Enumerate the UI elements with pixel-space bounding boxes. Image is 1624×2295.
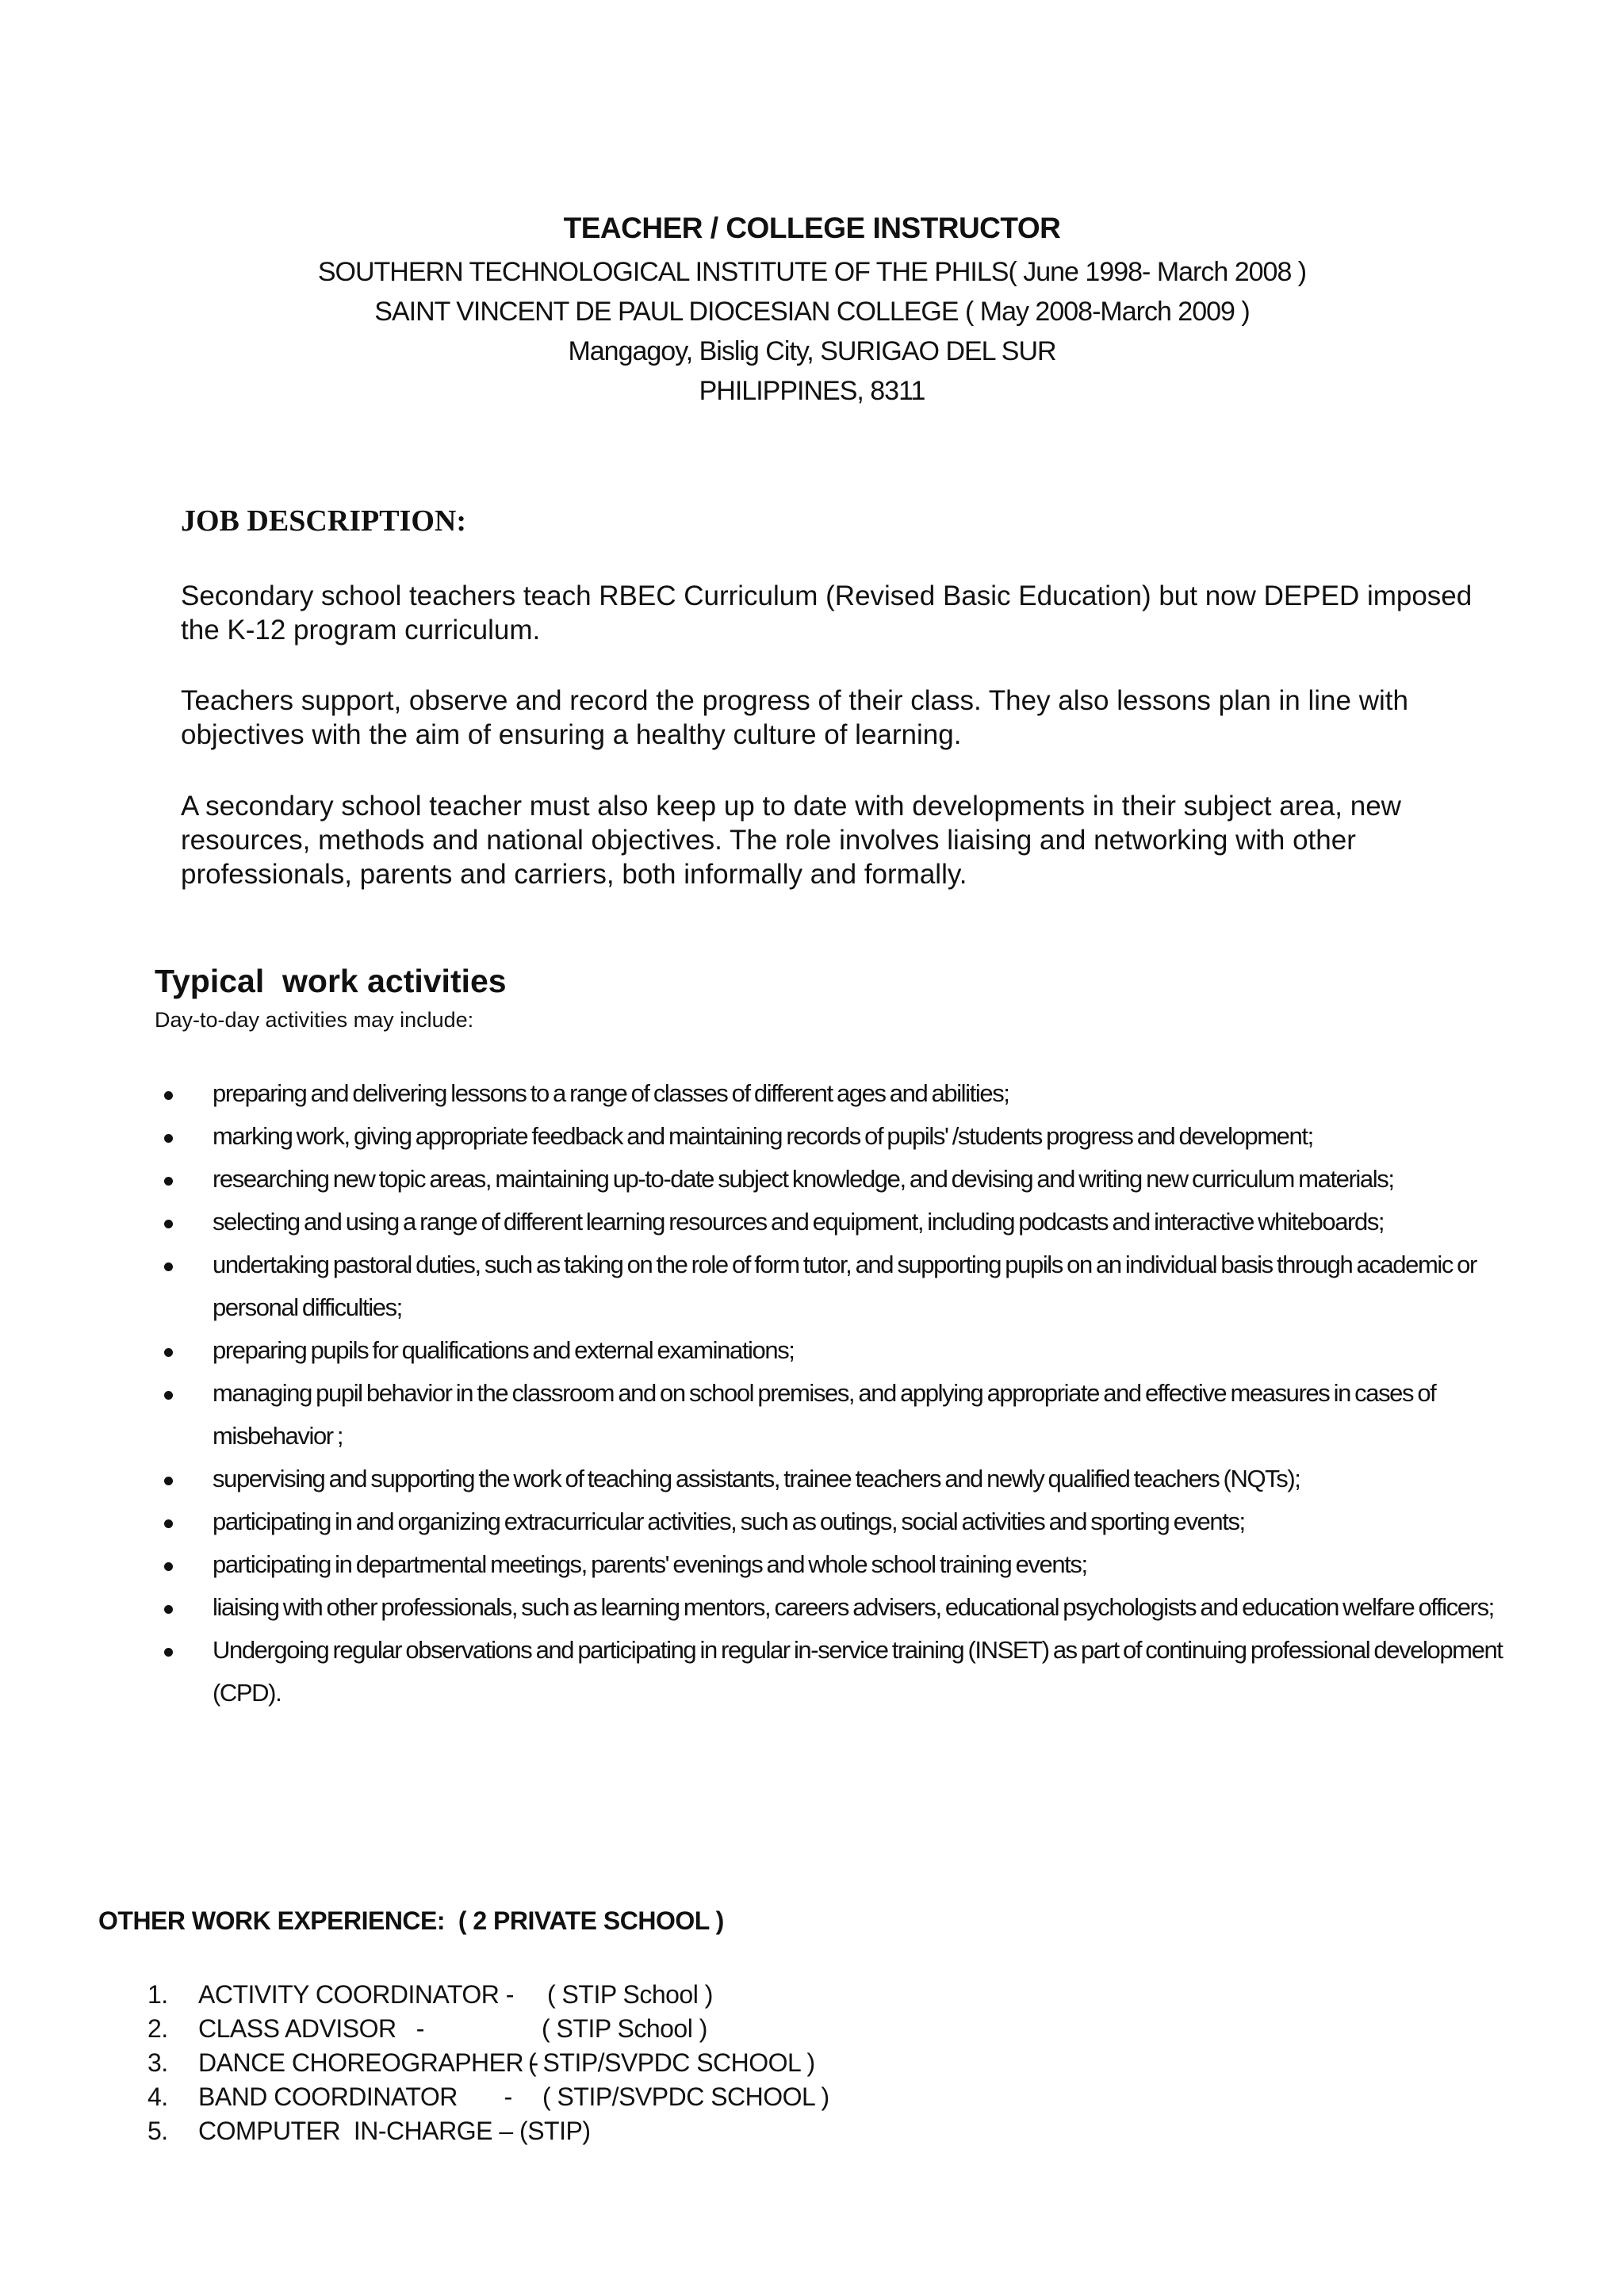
bullet-icon	[164, 1134, 173, 1143]
list-item	[0, 1372, 1624, 1458]
item-school: ( STIP/SVPDC SCHOOL )	[542, 2082, 829, 2111]
bullet-icon	[164, 1262, 173, 1271]
list-item	[0, 1543, 1624, 1586]
employer-1: SOUTHERN TECHNOLOGICAL INSTITUTE OF THE PHILS( June 1998- March 2008 )	[317, 257, 1307, 287]
bullet-icon	[164, 1648, 173, 1657]
item-role: ACTIVITY COORDINATOR -	[198, 1980, 514, 2009]
list-item-text: liaising with other professionals, such as learning mentors, careers advisers, educational psychologists and education welfare officers;	[213, 1593, 1494, 1621]
job-description-paragraph: Teachers support, observe and record the progress of their class. They also lessons plan in line with objectives with the aim of ensuring a healthy culture of learning.	[181, 685, 1408, 750]
item-school: ( STIP School )	[542, 2014, 707, 2043]
bullet-icon	[164, 1562, 173, 1571]
list-item	[0, 1458, 1624, 1500]
item-school: ( STIP School )	[547, 1980, 713, 2009]
address-line: Mangagoy, Bislig City, SURIGAO DEL SUR	[568, 336, 1056, 366]
bullet-icon	[164, 1519, 173, 1528]
job-description-heading: JOB DESCRIPTION:	[181, 504, 466, 538]
list-item	[0, 1978, 1624, 2012]
bullet-icon	[164, 1177, 173, 1186]
list-item-text: selecting and using a range of different learning resources and equipment, including podcasts and interactive whiteboards;	[213, 1208, 1385, 1236]
bullet-icon	[164, 1477, 173, 1485]
list-item-text: managing pupil behavior in the classroom and on school premises, and applying appropriate and effective measures in cases of misbehavior ;	[213, 1379, 1436, 1450]
country-line: PHILIPPINES, 8311	[699, 376, 925, 406]
bullet-icon	[164, 1391, 173, 1400]
list-item-text: researching new topic areas, maintaining up-to-date subject knowledge, and devising and writing new curriculum materials;	[213, 1165, 1394, 1193]
item-number: 3.	[147, 2048, 168, 2077]
job-title: TEACHER / COLLEGE INSTRUCTOR	[563, 212, 1061, 244]
list-item-text: participating in departmental meetings, parents' evenings and whole school training events;	[213, 1550, 1087, 1578]
list-item	[0, 1072, 1624, 1115]
list-item-text: preparing pupils for qualifications and external examinations;	[213, 1336, 795, 1364]
list-item	[0, 1329, 1624, 1372]
item-role: DANCE CHOREOGRAPHER -	[198, 2048, 538, 2077]
activities-list	[0, 1072, 1624, 1715]
job-description-paragraph: Secondary school teachers teach RBEC Curriculum (Revised Basic Education) but now DEPED imposed the K-12 program curriculum.	[181, 580, 1473, 646]
bullet-icon	[164, 1605, 173, 1614]
list-item	[0, 1500, 1624, 1543]
item-number: 4.	[147, 2082, 168, 2111]
bullet-icon	[164, 1220, 173, 1228]
list-item	[0, 2080, 1624, 2114]
list-item	[0, 1201, 1624, 1243]
item-number: 1.	[147, 1980, 168, 2009]
item-number: 5.	[147, 2117, 168, 2145]
typical-work-subheading: Day-to-day activities may include:	[155, 1008, 474, 1032]
list-item	[0, 1629, 1624, 1715]
bullet-icon	[164, 1348, 173, 1357]
list-item	[0, 1158, 1624, 1201]
list-item	[0, 1243, 1624, 1329]
other-experience-list	[0, 1978, 1624, 2148]
item-role: CLASS ADVISOR -	[198, 2014, 424, 2043]
list-item-text: participating in and organizing extracurricular activities, such as outings, social activities and sporting events;	[213, 1508, 1245, 1535]
item-number: 2.	[147, 2014, 168, 2043]
list-item	[0, 1586, 1624, 1629]
list-item	[0, 2114, 1624, 2148]
item-school: ( STIP/SVPDC SCHOOL )	[528, 2048, 815, 2077]
list-item-text: undertaking pastoral duties, such as taking on the role of form tutor, and supporting pupils on an individual basis through academic or personal difficulties;	[213, 1251, 1477, 1321]
list-item-text: preparing and delivering lessons to a range of classes of different ages and abilities;	[213, 1079, 1009, 1107]
item-role: BAND COORDINATOR -	[198, 2082, 512, 2111]
list-item	[0, 2012, 1624, 2046]
list-item-text: supervising and supporting the work of teaching assistants, trainee teachers and newly qualified teachers (NQTs);	[213, 1465, 1300, 1492]
list-item-text: marking work, giving appropriate feedback and maintaining records of pupils' /students progress and development;	[213, 1122, 1313, 1150]
employer-2: SAINT VINCENT DE PAUL DIOCESIAN COLLEGE ( May 2008-March 2009 )	[374, 297, 1250, 327]
list-item	[0, 2046, 1624, 2080]
job-description-paragraph: A secondary school teacher must also keep up to date with developments in their subject area, new resources, methods and national objectives. The role involves liaising and networking with other professionals, parents and carriers, both informally and formally.	[181, 791, 1401, 890]
typical-work-heading: Typical work activities	[155, 963, 507, 999]
list-item-text: Undergoing regular observations and participating in regular in-service training (INSET) as part of continuing professional development (CPD).	[213, 1636, 1503, 1707]
job-header	[0, 205, 1624, 411]
list-item	[0, 1115, 1624, 1158]
bullet-icon	[164, 1091, 173, 1100]
other-experience-heading: OTHER WORK EXPERIENCE: ( 2 PRIVATE SCHOOL )	[98, 1906, 724, 1935]
item-role: COMPUTER IN-CHARGE – (STIP)	[198, 2117, 591, 2145]
